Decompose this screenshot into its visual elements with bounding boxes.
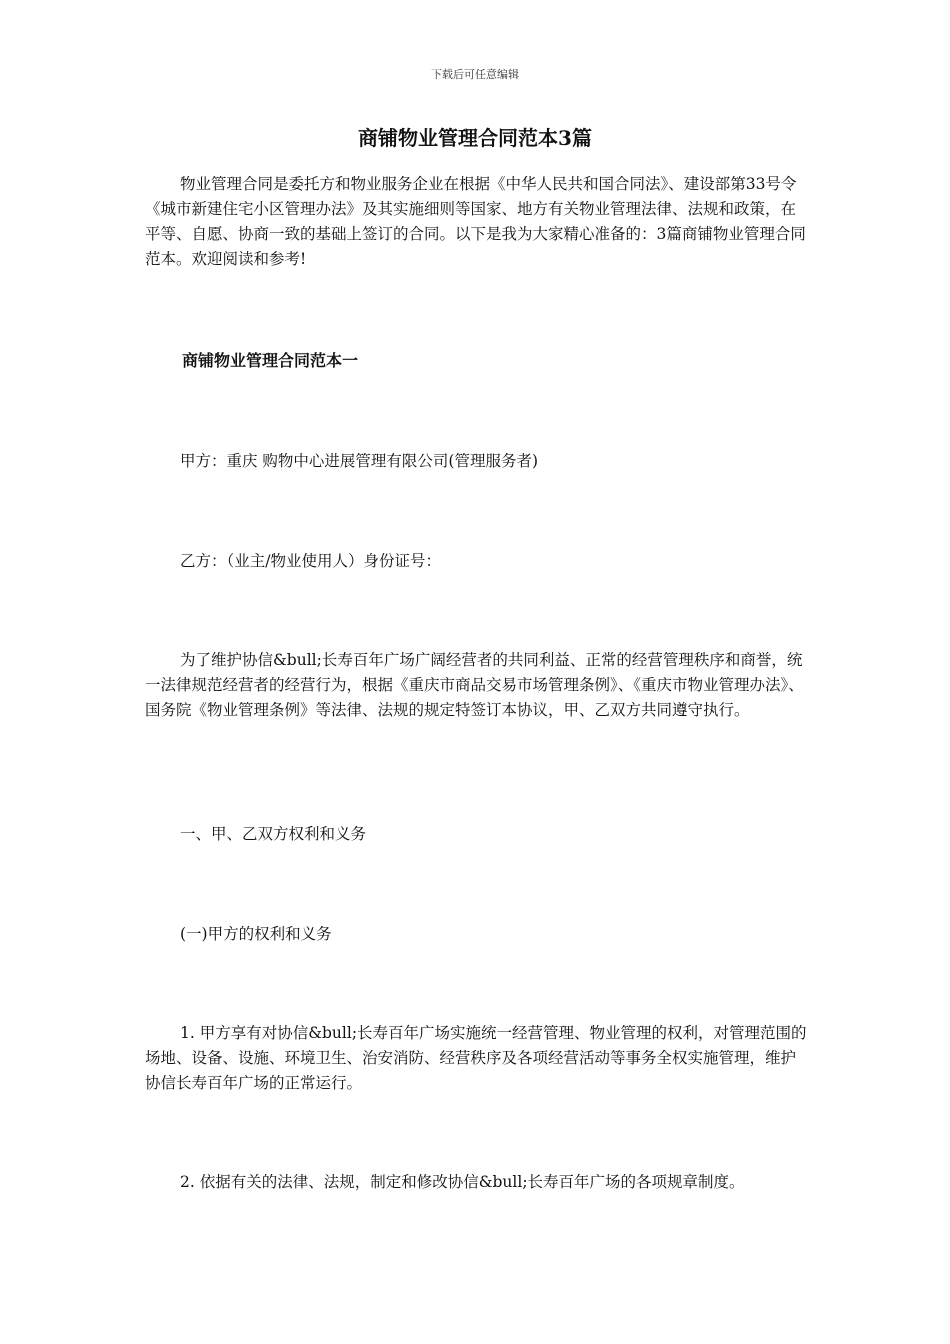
party-b-line: 乙方：（业主/物业使用人）身份证号： xyxy=(180,552,441,570)
clause-1-paragraph: 1. 甲方享有对协信&bull;长寿百年广场实施统一经营管理、物业管理的权利，对管理范围的场地、设备、设施、环境卫生、治安消防、经营秩序及各项经营活动等事务全权实施管理，维护协信长寿百年广场的正常运行。 xyxy=(145,1024,807,1092)
purpose-paragraph: 为了维护协信&bull;长寿百年广场广阔经营者的共同利益、正常的经营管理秩序和商誉，统一法律规范经营者的经营行为，根据《重庆市商品交易市场管理条例》、《重庆市物业管理办法》、国务院《物业管理条例》等法律、法规的规定特签订本协议，甲、乙双方共同遵守执行。 xyxy=(145,651,804,719)
party-a-line: 甲方：重庆 购物中心进展管理有限公司(管理服务者) xyxy=(180,452,539,470)
header-note: 下载后可任意编辑 xyxy=(431,68,519,81)
intro-paragraph: 物业管理合同是委托方和物业服务企业在根据《中华人民共和国合同法》、建设部第33号令《城市新建住宅小区管理办法》及其实施细则等国家、地方有关物业管理法律、法规和政策，在平等、自愿、协商一致的基础上签订的合同。以下是我为大家精心准备的：3篇商铺物业管理合同范本。欢迎阅读和参考! xyxy=(145,175,806,268)
section-title: 商铺物业管理合同范本一 xyxy=(182,351,359,370)
heading-party-a-rights: (一)甲方的权利和义务 xyxy=(180,925,332,943)
heading-rights-obligations: 一、甲、乙双方权利和义务 xyxy=(180,825,367,843)
clause-2-line: 2. 依据有关的法律、法规，制定和修改协信&bull;长寿百年广场的各项规章制度。 xyxy=(180,1173,745,1191)
document-title: 商铺物业管理合同范本3篇 xyxy=(358,126,592,150)
